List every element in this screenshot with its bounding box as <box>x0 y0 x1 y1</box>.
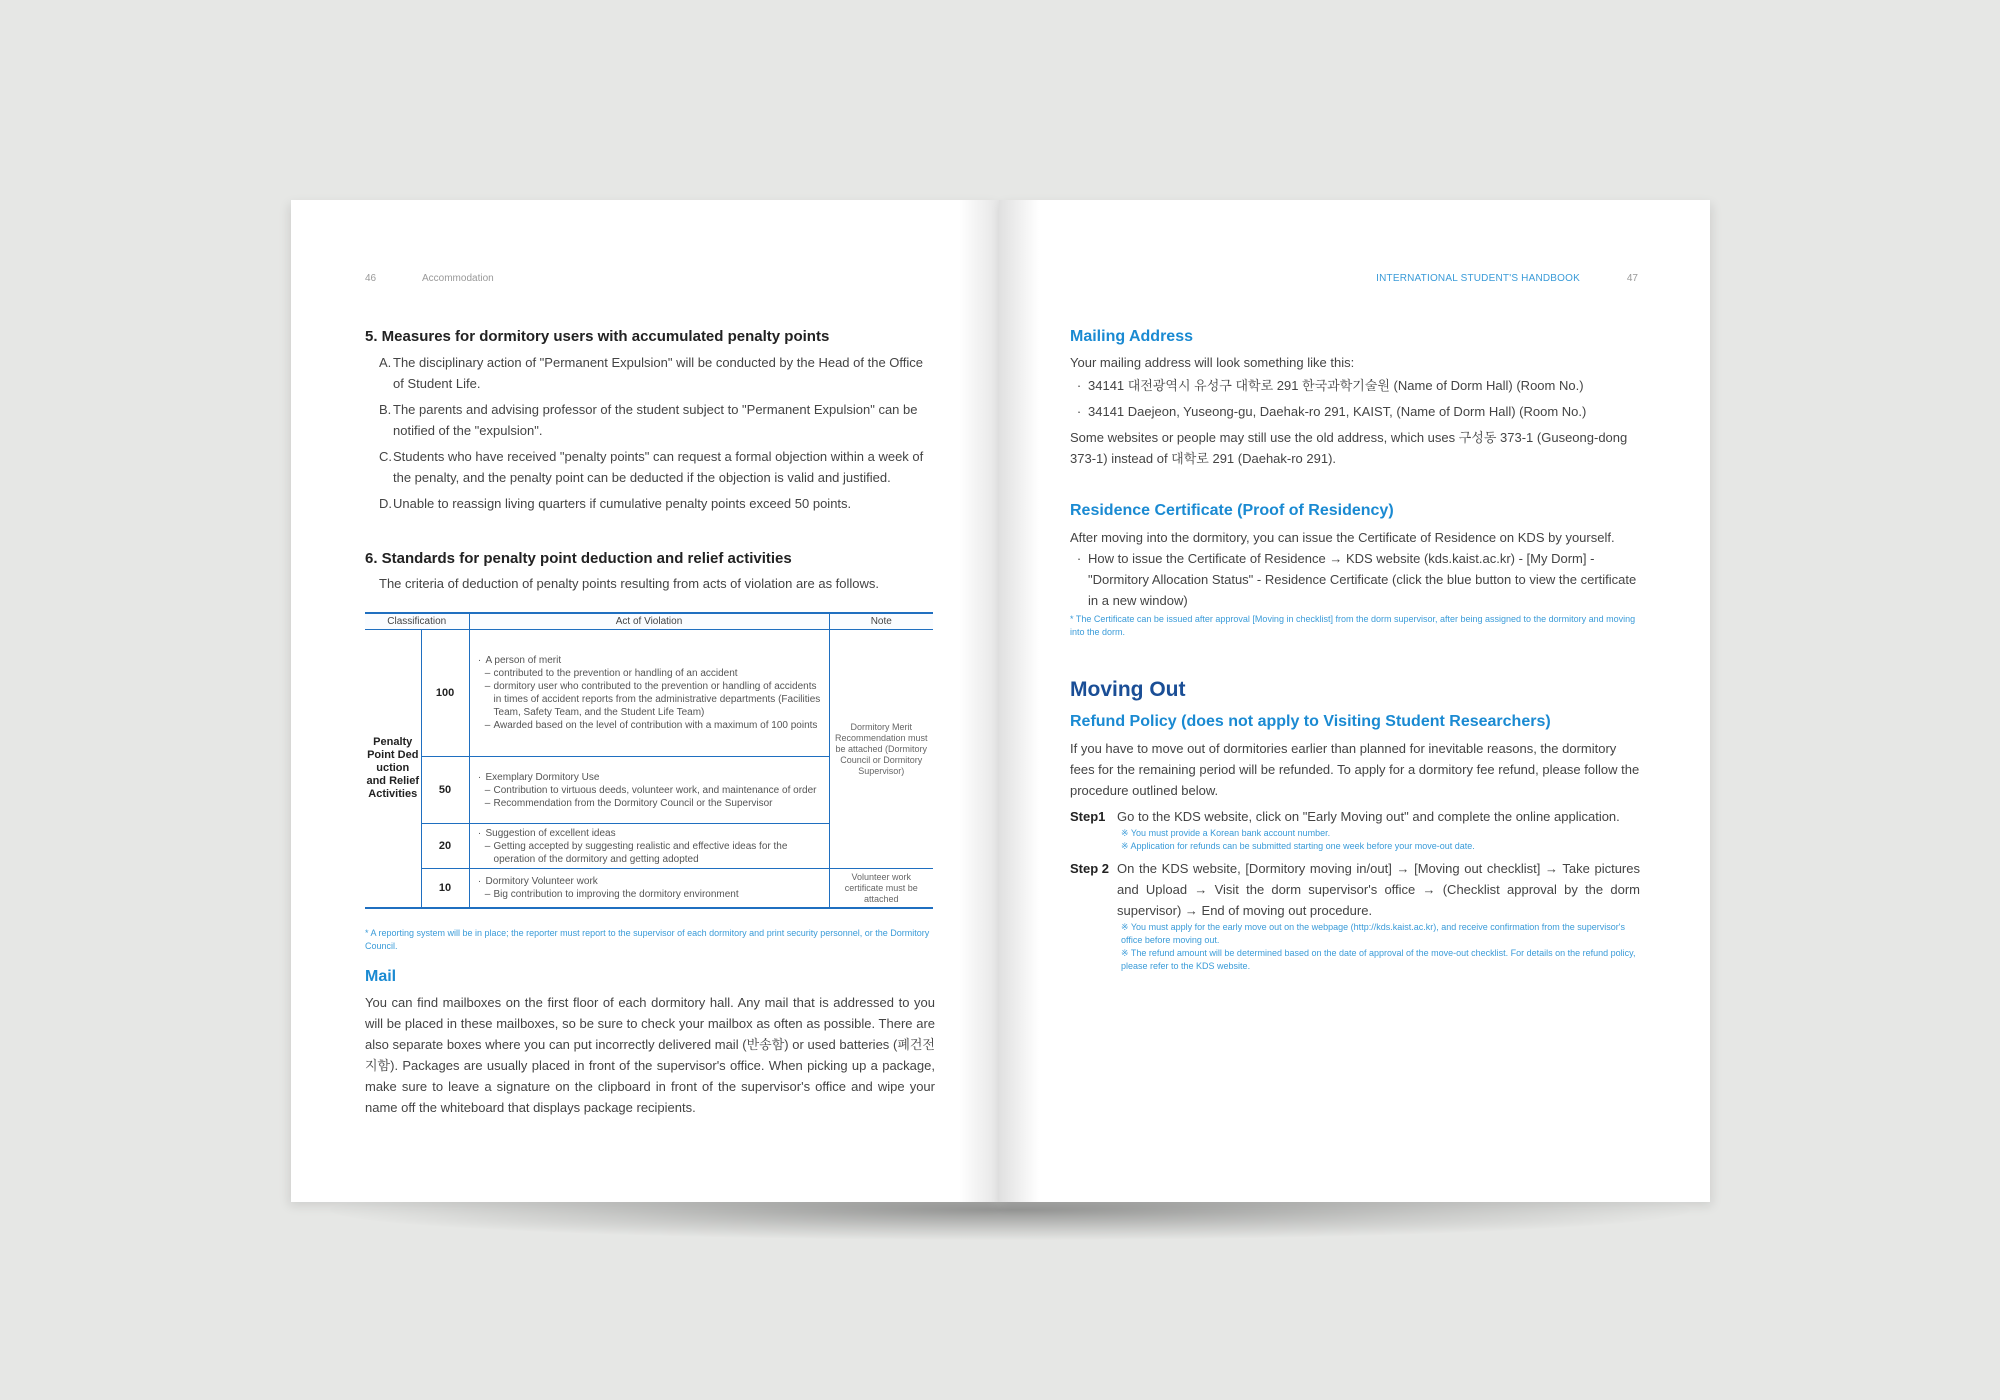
header-note: Note <box>829 613 933 630</box>
acts-list <box>474 827 825 866</box>
header-act: Act of Violation <box>469 613 829 630</box>
act-text: Dormitory Volunteer work <box>485 876 598 887</box>
note-merit: Dormitory Merit Recommendation must be attached (Dormitory Council or Dormitory Supervisor) <box>829 630 933 869</box>
header-classification: Classification <box>365 613 469 630</box>
list-item-marker: C. <box>379 449 392 464</box>
act-marker: · <box>477 655 482 666</box>
act-detail <box>474 840 825 866</box>
acts-cell <box>469 824 829 869</box>
table-row <box>365 630 933 757</box>
act-text: Getting accepted by suggesting realistic and effective ideas for the operation of the dormitory and getting adopted <box>493 840 788 865</box>
table-row <box>365 869 933 909</box>
list-item: · How to issue the Certificate of Residence → KDS website (kds.kaist.ac.kr) - [My Dorm] - "Dormitory Allocation Status" - Residence Certificate (click the blue button to view the certificate in a new window) <box>1070 548 1640 611</box>
list-item <box>379 446 935 488</box>
section-6-heading: 6. Standards for penalty point deduction and relief activities <box>365 550 792 567</box>
acts-cell <box>469 869 829 909</box>
act-text: contributed to the prevention or handling of an accident <box>493 668 738 679</box>
act-text: Big contribution to improving the dormitory environment <box>493 889 739 900</box>
list-item-marker: B. <box>379 402 392 417</box>
left-running-head: Accommodation <box>422 273 494 284</box>
act-text: Contribution to virtuous deeds, volunteer work, and maintenance of order <box>493 784 817 796</box>
list-item <box>379 399 935 441</box>
residence-footnote: * The Certificate can be issued after approval [Moving in checklist] from the dorm supervisor, after being assigned to the dormitory and moving into the dorm. <box>1070 614 1636 637</box>
refund-step <box>1070 806 1640 853</box>
points-cell: 100 <box>421 630 469 757</box>
table-footnote: * A reporting system will be in place; the reporter must report to the supervisor of each dormitory and print security personnel, or the Dormitory Council. <box>365 928 930 951</box>
act-marker: – <box>484 720 491 731</box>
acts-list <box>474 654 825 732</box>
list-item-marker: A. <box>379 355 392 370</box>
acts-cell <box>469 630 829 757</box>
list-item: · 34141 Daejeon, Yuseong-gu, Daehak-ro 291, KAIST, (Name of Dorm Hall) (Room No.) <box>1070 401 1640 422</box>
section-5-heading: 5. Measures for dormitory users with accumulated penalty points <box>365 328 830 345</box>
act-text: A person of merit <box>485 655 562 666</box>
step-label: Step1 <box>1070 809 1106 824</box>
act-text: Recommendation from the Dormitory Council or the Supervisor <box>493 797 773 809</box>
act-detail <box>474 888 825 901</box>
act-detail <box>474 719 825 732</box>
penalty-table-wrap <box>365 612 933 909</box>
act-marker: – <box>484 784 491 796</box>
act-marker: – <box>484 840 491 852</box>
act-detail <box>474 667 825 680</box>
right-page-number: 47 <box>1626 273 1638 284</box>
list-item-marker: D. <box>379 496 392 511</box>
mail-title: Mail <box>365 968 397 985</box>
mailing-address-intro: Your mailing address will look something like this: <box>1070 355 1355 370</box>
note-volunteer: Volunteer work certificate must be attached <box>829 869 933 909</box>
step-note: ※ Application for refunds can be submitted starting one week before your move-out date. <box>1121 841 1475 851</box>
step-label: Step 2 <box>1070 861 1110 876</box>
act-category <box>474 771 825 784</box>
act-text: dormitory user who contributed to the prevention or handling of accidents in times of accident reports from the administrative departments (Facilities Team, Safety Team, and the Student Life Team) <box>493 681 821 718</box>
section-6-intro: The criteria of deduction of penalty points resulting from acts of violation are as follows. <box>379 576 880 591</box>
table-body <box>365 630 933 909</box>
act-text: Awarded based on the level of contribution with a maximum of 100 points <box>493 720 818 731</box>
acts-list <box>474 875 825 901</box>
act-marker: · <box>477 827 482 839</box>
refund-steps <box>1070 806 1640 973</box>
table-header-row <box>365 613 933 630</box>
moving-out-title: Moving Out <box>1070 678 1186 701</box>
left-page <box>291 200 999 1202</box>
act-text: Exemplary Dormitory Use <box>485 771 600 783</box>
left-gutter-shade <box>959 200 999 1202</box>
penalty-table <box>365 612 933 909</box>
section-5-list <box>365 352 935 514</box>
refund-policy-title: Refund Policy (does not apply to Visiting Student Researchers) <box>1070 713 1551 730</box>
step-note: ※ You must provide a Korean bank account number. <box>1121 828 1331 838</box>
list-item-text: Unable to reassign living quarters if cumulative penalty points exceed 50 points. <box>393 496 852 511</box>
mail-body: You can find mailboxes on the first floor of each dormitory hall. Any mail that is addressed to you will be placed in these mailboxes, so be sure to check your mailbox as often as possible. There are also separate boxes where you can put incorrectly delivered mail (반송함) or used batteries (폐건전지함). Packages are usually placed in front of the supervisor's office. When picking up a package, make sure to leave a signature on the clipboard in front of the supervisor's office and wipe your name off the whiteboard that displays package recipients. <box>365 995 935 1115</box>
residence-intro: After moving into the dormitory, you can issue the Certificate of Residence on KDS by yourself. <box>1070 530 1615 545</box>
mailing-address-outro: Some websites or people may still use the old address, which uses 구성동 373-1 (Guseong-dong 373-1) instead of 대학로 291 (Daehak-ro 291). <box>1070 430 1628 466</box>
list-item-text: 34141 대전광역시 유성구 대학로 291 한국과학기술원 (Name of Dorm Hall) (Room No.) <box>1088 378 1584 393</box>
section-5 <box>365 328 935 519</box>
list-item-text: 34141 Daejeon, Yuseong-gu, Daehak-ro 291, KAIST, (Name of Dorm Hall) (Room No.) <box>1088 404 1587 419</box>
right-page <box>999 200 1710 1202</box>
act-text: Suggestion of excellent ideas <box>485 827 616 839</box>
step-note: ※ The refund amount will be determined based on the date of approval of the move-out checklist. For details on the refund policy, please refer to the KDS website. <box>1121 948 1636 971</box>
list-item-text: Students who have received "penalty points" can request a formal objection within a week of the penalty, and the penalty point can be deducted if the objection is valid and justified. <box>393 449 924 485</box>
classification-cell: Penalty Point Ded uction and Relief Activities <box>365 630 421 909</box>
acts-cell <box>469 757 829 824</box>
right-gutter-shade <box>999 200 1039 1202</box>
step-text: Go to the KDS website, click on "Early Moving out" and complete the online application. <box>1117 809 1620 824</box>
mailing-address-title: Mailing Address <box>1070 328 1193 345</box>
points-cell: 10 <box>421 869 469 909</box>
step-text: On the KDS website, [Dormitory moving in/out] → [Moving out checklist] → Take pictures and Upload → Visit the dorm supervisor's office → (Checklist approval by the dorm supervisor) → End of moving out procedure. <box>1117 861 1640 918</box>
residence-section <box>1070 502 1640 639</box>
list-item <box>379 352 935 394</box>
act-marker: – <box>484 889 491 900</box>
acts-list <box>474 771 825 810</box>
act-category <box>474 827 825 840</box>
section-6 <box>365 550 935 594</box>
step-note: ※ You must apply for the early move out on the webpage (http://kds.kaist.ac.kr), and receive confirmation from the supervisor's office before moving out. <box>1121 922 1626 945</box>
residence-title: Residence Certificate (Proof of Residency) <box>1070 502 1394 519</box>
mail-section <box>365 968 935 1118</box>
refund-intro: If you have to move out of dormitories earlier than planned for inevitable reasons, the dormitory fees for the remaining period will be refunded. To apply for a dormitory fee refund, please follow the procedure outlined below. <box>1070 741 1640 798</box>
left-page-number: 46 <box>365 273 377 284</box>
act-detail <box>474 797 825 810</box>
list-item-text: The disciplinary action of "Permanent Expulsion" will be conducted by the Head of the Office of Student Life. <box>393 355 924 391</box>
act-category <box>474 875 825 888</box>
act-category <box>474 654 825 667</box>
act-marker: · <box>477 771 482 783</box>
list-item <box>379 493 935 514</box>
act-detail <box>474 680 825 719</box>
list-item: · 34141 대전광역시 유성구 대학로 291 한국과학기술원 (Name of Dorm Hall) (Room No.) <box>1070 375 1640 396</box>
list-item-text: The parents and advising professor of the student subject to "Permanent Expulsion" can be notified of the "expulsion". <box>393 402 918 438</box>
mailing-address-list <box>1070 375 1640 422</box>
points-cell: 20 <box>421 824 469 869</box>
act-marker: – <box>484 797 491 809</box>
points-cell: 50 <box>421 757 469 824</box>
step-body <box>1117 806 1620 853</box>
residence-bullet: How to issue the Certificate of Residence → KDS website (kds.kaist.ac.kr) - [My Dorm] - "Dormitory Allocation Status" - Residence Certificate (click the blue button to view the certificate in a new window) <box>1088 551 1637 608</box>
right-running-head: INTERNATIONAL STUDENT'S HANDBOOK <box>1376 273 1580 284</box>
refund-step <box>1070 858 1640 973</box>
act-marker: · <box>477 876 482 887</box>
act-marker: – <box>484 681 491 692</box>
act-marker: – <box>484 668 491 679</box>
moving-out-section <box>1070 678 1640 978</box>
step-body <box>1117 858 1640 973</box>
act-detail <box>474 784 825 797</box>
mailing-address-section <box>1070 328 1640 469</box>
